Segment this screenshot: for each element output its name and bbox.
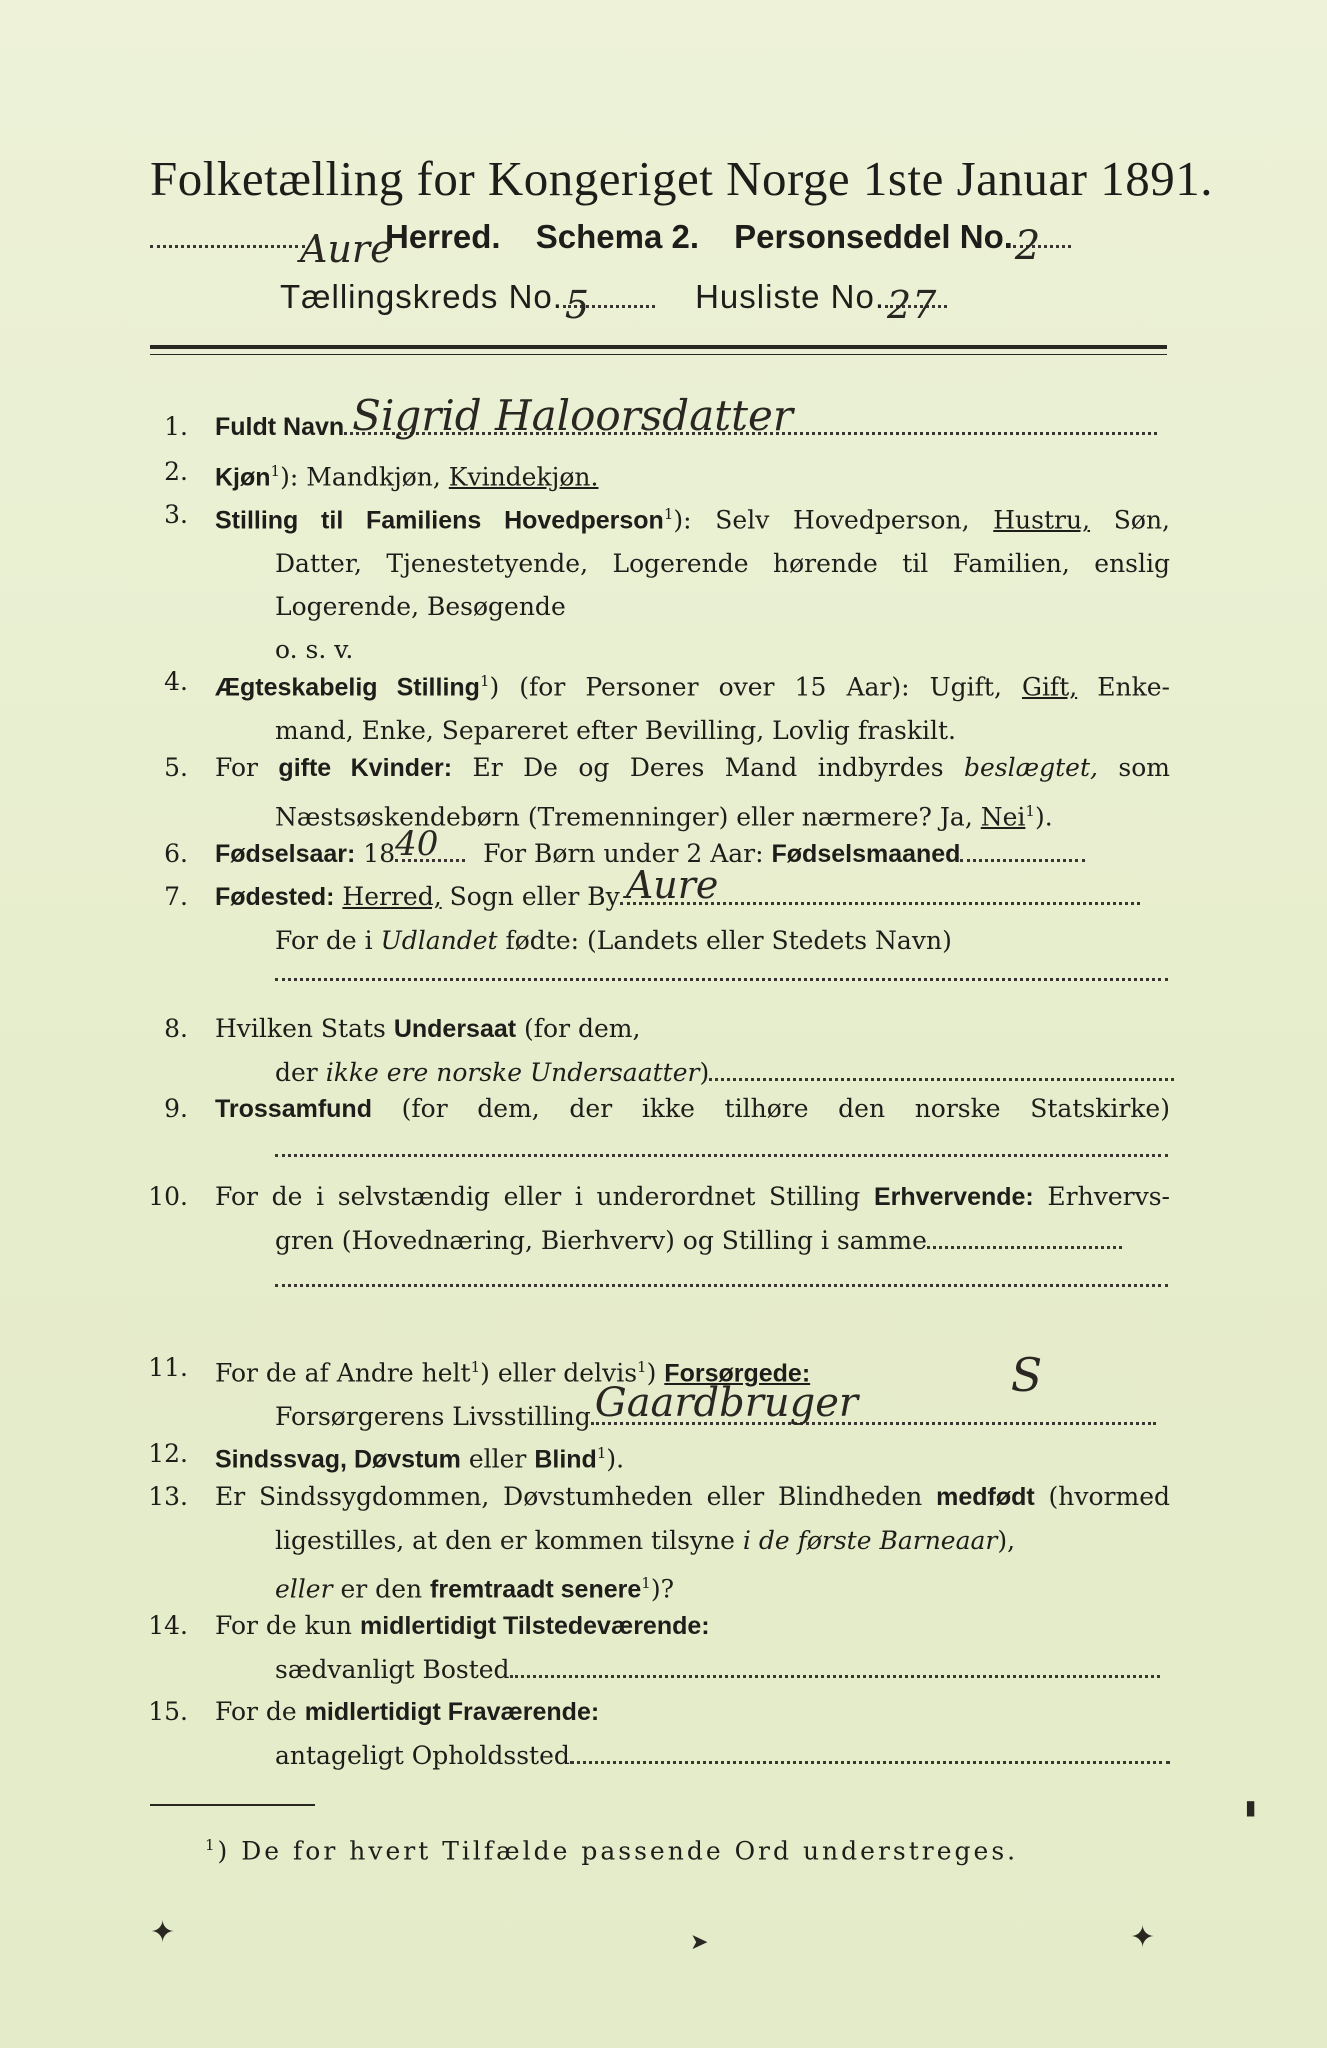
birth-month-field [960,851,1085,862]
birthplace-field [620,863,1140,907]
personseddel-label: Personseddel No. [734,218,1013,255]
header-line-kreds [280,278,1180,327]
supporter-mark: S [1010,1348,1043,1403]
footnote-rule [150,1804,315,1806]
registration-mark-left-icon: ✦ [150,1915,176,1950]
schema-label: Schema 2. [535,218,699,255]
kreds-field [563,283,655,327]
kinship-selected: Nei [980,802,1026,832]
supporter-field [591,1348,1156,1427]
usual-residence-field [510,1667,1160,1678]
husliste-field [885,283,947,327]
header-line-herred [150,218,1170,271]
supporter-value: Gaardbruger [594,1380,859,1427]
item-1-label: Fuldt Navn [215,413,345,441]
birthplace-selected: Herred, [342,882,442,911]
kreds-label: Tællingskreds No. [280,278,563,315]
personseddel-value: 2 [1014,223,1041,269]
item-1-name: 1. Fuldt Navn Sigrid Haloorsdatter [140,405,1170,450]
birth-year-value: 40 [395,824,439,864]
footnote: $^1$) De for hvert Tilfælde passende Ord understreges. [205,1836,1019,1866]
religion-line [275,1154,1168,1157]
herred-label: Herred. [385,218,501,255]
birth-year-field [395,824,465,864]
kreds-value: 5 [564,283,591,327]
form-title: Folketælling for Kongeriget Norge 1ste Januar 1891. [150,151,1213,206]
birthplace-value: Aure [625,863,719,907]
name-value: Sigrid Haloorsdatter [352,391,793,440]
census-form: Folketælling for Kongeriget Norge 1ste Januar 1891. Aure Herred. Schema 2. Personseddel No. 2 Tællingskreds No. 5 Husliste No. 27 1. Fuldt Navn Sigrid Haloorsdatter 2. Kjøn$^1$): Mandkjøn, Kvindekjøn. 3. Stilling til Familiens Hovedperson$^1$): Selv Hovedperson, Hustru, Søn, Datter, Tjenestetyende, Logerende hørende til Familien, enslig Logerende, Besøgende o. s. v. 4. Ægteskabelig Stilling$^1$) (for Personer over 15 Aar): Ugift, Gift, Enke- mand, Enke, Separeret efter Bevilling, Lovlig fraskilt. 5. For gifte Kvinder: Er De og Deres Mand indbyrdes beslægtet, som Næstsøskendebørn (Tremenninger) eller nærmere? Ja, Nei$^1$). 6. Fødselsaar: 18 40 For Børn under 2 Aar: Fødselsmaaned 7. Fødested: Herred, Sogn eller By Aure For de i Udlandet fødte: (Landets eller Stedets Navn) 8. Hvilken Stats Undersaat (for dem, der ikke ere norske Undersaatter) 9. Trossamfund (for dem, der ikke tilhøre den norske Statskirke) 10. For de i selvstændig eller i underordnet Stilling Erhvervende: Erhvervs- gren (Hovednæring, Bierhverv) og Stilling i samme 11. For de af Andre helt$^1$) eller delvis$^1$) Forsørgede: Forsørgerens Livsstilling Gaardbruger S 12. Sindssvag, Døvstum eller Blind$^1$). 13. Er Sindssygdommen, Døvstumheden eller Blindheden medfødt (hvormed ligestilles, at den er kommen tilsyne i de første Barneaar), eller er den fremtraadt senere$^1$)? 14. For de kun midlertidigt Tilstedeværende: sædvanligt Bosted 15. For de midlertidigt Fraværende: antageligt Opholdssted $^1$) De for hvert Tilfælde passende Ord understreges. ✦ ➤ ✦ ▮ [0,0,1327,2048]
citizenship-field [709,1070,1174,1081]
personseddel-field [1013,223,1071,269]
header-rule [150,345,1167,349]
gender-selected: Kvindekjøn. [448,462,599,492]
position-selected: Hustru, [993,505,1091,535]
husliste-label: Husliste No. [695,278,885,315]
registration-mark-center-icon: ➤ [690,1930,709,1955]
occupation-field [927,1238,1122,1249]
occupation-line [275,1284,1168,1287]
herred-value: Aure [300,227,393,271]
registration-mark-right-icon: ✦ [1130,1920,1156,1955]
probable-stay-field [570,1753,1170,1764]
header-rule-thin [150,354,1167,355]
foreign-birthplace-line [275,978,1168,981]
ink-spot-icon: ▮ [1245,1795,1257,1819]
husliste-value: 27 [886,283,938,327]
marital-selected: Gift, [1021,672,1078,702]
herred-field [150,227,393,271]
